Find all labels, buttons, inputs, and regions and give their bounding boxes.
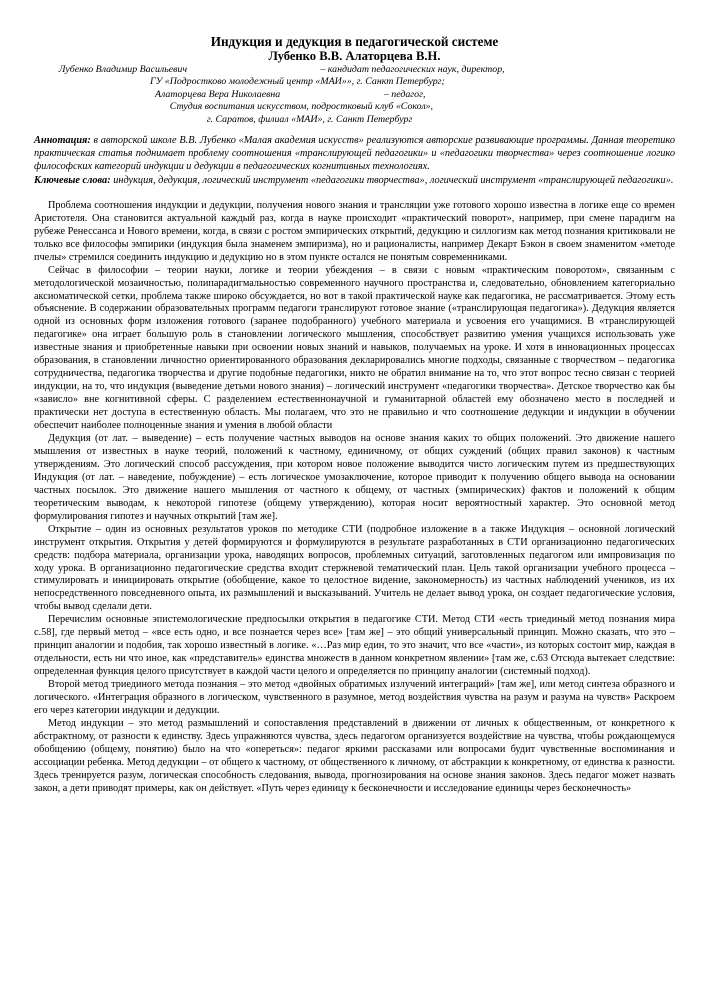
annotation-text: в авторской школе В.В. Лубенко «Малая академия искусств» реализуются авторские развивающие программы. Данная теоретико практическая статья поднимает проблему соотношения «транслирующей педагогики» и «педагогики творчества» через соотношение логико философских категорий индукции и дедукции в педагогических когнитивных технологиях. xyxy=(34,135,675,173)
document-title: Индукция и дедукция в педагогической системе xyxy=(210,34,499,49)
annotation-label: Аннотация: xyxy=(34,135,91,147)
paragraph: Открытие – один из основных результатов уроков по методике СТИ (подробное изложение в а также Индукция – основной логический инструмент открытия. Открытия у детей формируются и формулируются в результате разработанных в СТИ организационно педагогических средств: подбора материала, организации урока, наводящих вопросов, проблемных ситуаций, заготовленных педагогом или импровизация по ходу урока. В организационно педагогические средства входит стержневой тематический план. Цель такой организации учебного процесса – стимулировать и инициировать открытие (обобщение, какое то целостное видение, закономерность) из частных наблюдений учеников, из их непосредственного повседневного опыта, их размышлений и высказываний. Учитель не делает вывод урока, он создает педагогические условия, чтобы вывод сделали дети. xyxy=(34,523,675,613)
keywords-text: индукция, дедукция, логический инструмент «педагогики творчества», логический инструмент «транслирующей педагогики». xyxy=(110,174,674,186)
affiliation-line: ГУ «Подростково молодежный центр «МАИ»», г. Санкт Петербург; xyxy=(34,76,445,88)
paragraph: Метод индукции – это метод размышлений и сопоставления представлений в движении от личных к общественным, от конкретного к абстрактному, от разности к единству. Здесь упражняются чувства, здесь педагогом организуется воздействие на чувства, чтобы рождающемуся обобщению (общему, понятию) было на что «опереться»: педагог яркими рассказами или вопросами будит чувственные воспоминания и ассоциации ребенка. Метод дедукции – от общего к частному, от общественного к личному, от абстракции к конкретному, от единства к разности. Здесь тренируется разум, логическая способность следования, вывода, прогнозирования на основе знания законов. Здесь педагог может назвать закон, а дети приводят примеры, как он действует. «Путь через единицу к бесконечности и исследование единицы через бесконечность» xyxy=(34,717,675,794)
paragraph: Дедукция (от лат. – выведение) – есть получение частных выводов на основе знания каких то общих положений. Это движение нашего мышления от известных в науке теорий, положений к частному, единичному, от общих суждений (общих правил законов) к частным утверждениям. Это логический способ рассуждения, при котором новое положение выводится чисто логическим путем из предшествующих Индукция (от лат. – наведение, побуждение) – есть логическое умозаключение, которое приводит к получению общего вывода на основании частных посылок. Это движение нашего мышления от частного к общему, от частных (эмпирических) фактов и положений к общим теоретическим выводам, к некоторой гипотезе (общему утверждению), которая носит вероятностный характер. Это основной метод формулирования гипотез и научных открытий [там же]. xyxy=(34,433,675,522)
article-body xyxy=(34,200,675,796)
affiliation-line: Алаторцева Вера Николаевна – педагог, xyxy=(34,88,426,100)
affiliation-line: г. Саратов, филиал «МАИ», г. Санкт Петербург xyxy=(34,113,413,125)
paragraph: Проблема соотношения индукции и дедукции, получения нового знания и трансляции уже готового хорошо известна в логике еще со времен Аристотеля. Она становится актуальной каждый раз, когда в науке происходит «практический поворот», например, при смене парадигм на рубеже Ренессанса и Нового времени, когда, в связи с ростом эмпирических открытий, дедукцию и силлогизм как метод познания критиковали не только все философы эмпирики (индукция была знаменем эмпиризма), но и рационалисты, например Декарт Бэкон в своем знаменитом «методе пчелы» стремился соединить индукцию и дедукцию но в этом пункте остался не понятым современниками. xyxy=(34,199,675,263)
keywords-label: Ключевые слова: xyxy=(34,174,111,186)
affiliation-line: Лубенко Владимир Васильевич – кандидат педагогических наук, директор, xyxy=(34,64,505,75)
authors-line: Лубенко В.В. Алаторцева В.Н. xyxy=(268,49,441,63)
affiliation-line: Студия воспитания искусством, подростковый клуб «Сокол», xyxy=(34,101,434,113)
paragraph: Второй метод триединого метода познания – это метод «двойных обратимых излучений интеграций» [там же], или метод синтеза образного и логического. «Интеграция образного в логическом, чувственного в разумное, метод воздействия чувства на разум и разума на чувств» Раскроем его через категории индукции и дедукции. xyxy=(34,679,675,717)
paragraph: Сейчас в философии – теории науки, логике и теории убеждения – в связи с новым «практическим поворотом», связанным с методологической мозаичностью, полипарадигмальностью современного научного пространства и, следовательно, обновлением категориально аксиоматической сетки, проблема также широко обсуждается, но вот в такой практической науке как педагогика, не рассматривается. Этому есть объяснение. В содержании образовательных программ педагоги транслируют готовое знание («транслирующая педагогика»). Дедукция является одной из основных форм изложения готового (заранее подобранного) учебного материала и усвоения его учащимися. В «транслирующей педагогике» она играет большую роль в становлении логического мышления, способствует развитию умения учащихся использовать уже известные знания и приобретенные навыки при освоении новых знаний и навыков, получаемых на уроке. И хотя в инновационных процессах образования, в становлении личностно ориентированного образования декларировались многие подходы, связанные с творчеством – педагогика сотрудничества, педагогика творчества и другие подобные педагогики, никто не обратил внимание на то, что этот вопрос тесно связан с теорией индукции, на то, что индукция (выведение детьми нового знания) – логический инструмент «педагогики творчества». Детское творчество как бы «завислo» вне когнитивной сферы. С разделением естественнонаучной и гуманитарной областей ему обозначено место в последней и практически нет доступа в естественную область. Мы полагаем, что это не правильно и что соотношение дедукции и индукции в обучении обеспечит наиболее полноценные знания и умения в любой области xyxy=(34,264,675,432)
document-page xyxy=(34,34,675,796)
annotation xyxy=(34,134,675,174)
paragraph: Перечислим основные эпистемологические предпосылки открытия в педагогике СТИ. Метод СТИ «есть триединый метод познания мира с.58], где первый метод – «все есть одно, и все познается через все» [там же] – это общий универсальный принцип. Можно сказать, что это – принцип аналогии и подобия, так хорошо известный в логике. «…Раз мир един, то это значит, что все «части», из которых состоит мир, каждая в отдельности, есть ни что иное, как «представитель» единства множеств в данном конкретном явлении» [там же, с.63 Отсюда вытекает следствие: определенная функция целого присутствует в каждой части целого и определяется по принципу аналогии (системный подход). xyxy=(34,614,675,678)
keywords xyxy=(34,174,675,187)
